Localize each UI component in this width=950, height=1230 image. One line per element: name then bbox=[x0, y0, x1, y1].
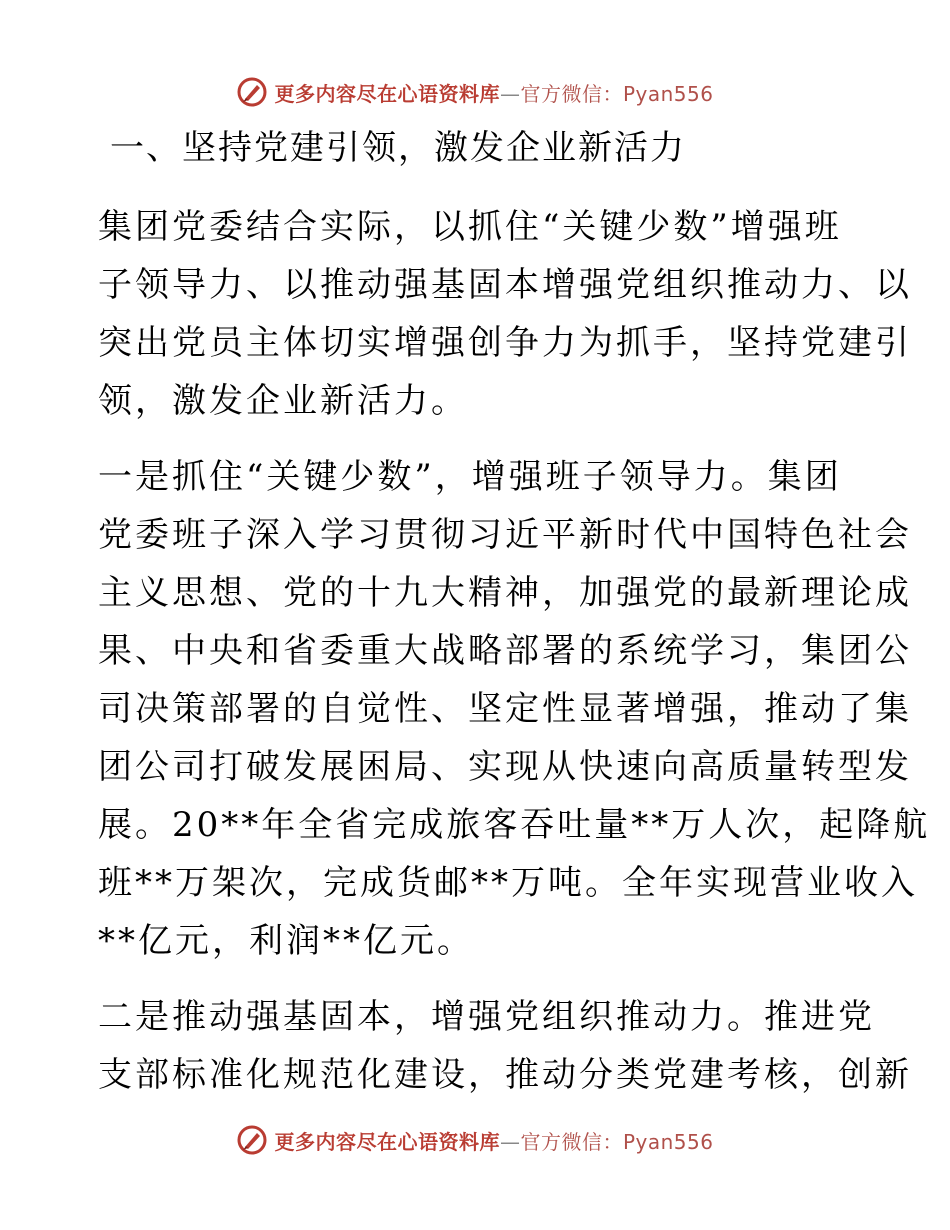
document-body bbox=[98, 122, 931, 1122]
watermark-separator: — bbox=[499, 81, 521, 106]
text-line: 司决策部署的自觉性、坚定性显著增强，推动了集 bbox=[98, 689, 912, 729]
text-line: 集团党委结合实际，以抓住“关键少数”增强班 bbox=[98, 207, 842, 247]
watermark-separator: — bbox=[499, 1129, 521, 1154]
text-line: 支部标准化规范化建设，推动分类党建考核，创新 bbox=[98, 1055, 912, 1095]
watermark-text bbox=[274, 1126, 713, 1155]
text-line: 子领导力、以推动强基固本增强党组织推动力、以 bbox=[98, 265, 912, 305]
text-line: 果、中央和省委重大战略部署的系统学习，集团公 bbox=[98, 631, 912, 671]
pen-circle-logo-icon bbox=[236, 76, 268, 108]
watermark-brand: 更多内容尽在心语资料库 bbox=[274, 1129, 500, 1154]
text-line: 党委班子深入学习贯彻习近平新时代中国特色社会 bbox=[98, 515, 912, 555]
text-line: 展。20**年全省完成旅客吞吐量**万人次，起降航 bbox=[98, 805, 931, 845]
watermark-contact: 官方微信：Pyan556 bbox=[520, 1129, 714, 1154]
text-line: 主义思想、党的十九大精神，加强党的最新理论成 bbox=[98, 573, 912, 613]
text-line: **亿元，利润**亿元。 bbox=[98, 921, 474, 961]
text-line: 领，激发企业新活力。 bbox=[98, 381, 468, 421]
watermark-text bbox=[274, 78, 713, 107]
text-line: 一是抓住“关键少数”，增强班子领导力。集团 bbox=[98, 457, 842, 497]
text-line: 团公司打破发展困局、实现从快速向高质量转型发 bbox=[98, 747, 912, 787]
pen-circle-logo-icon bbox=[236, 1124, 268, 1156]
section-heading: 一、坚持党建引领，激发企业新活力 bbox=[110, 128, 686, 168]
watermark-contact: 官方微信：Pyan556 bbox=[520, 81, 714, 106]
watermark-brand: 更多内容尽在心语资料库 bbox=[274, 81, 500, 106]
paragraph-intro bbox=[98, 198, 912, 430]
paragraph-point-one bbox=[98, 448, 931, 970]
text-line: 班**万架次，完成货邮**万吨。全年实现营业收入 bbox=[98, 863, 918, 903]
text-line: 二是推动强基固本，增强党组织推动力。推进党 bbox=[98, 997, 875, 1037]
watermark-header bbox=[0, 72, 950, 112]
paragraph-point-two bbox=[98, 988, 912, 1104]
text-line: 突出党员主体切实增强创争力为抓手，坚持党建引 bbox=[98, 323, 912, 363]
watermark-footer bbox=[0, 1120, 950, 1160]
